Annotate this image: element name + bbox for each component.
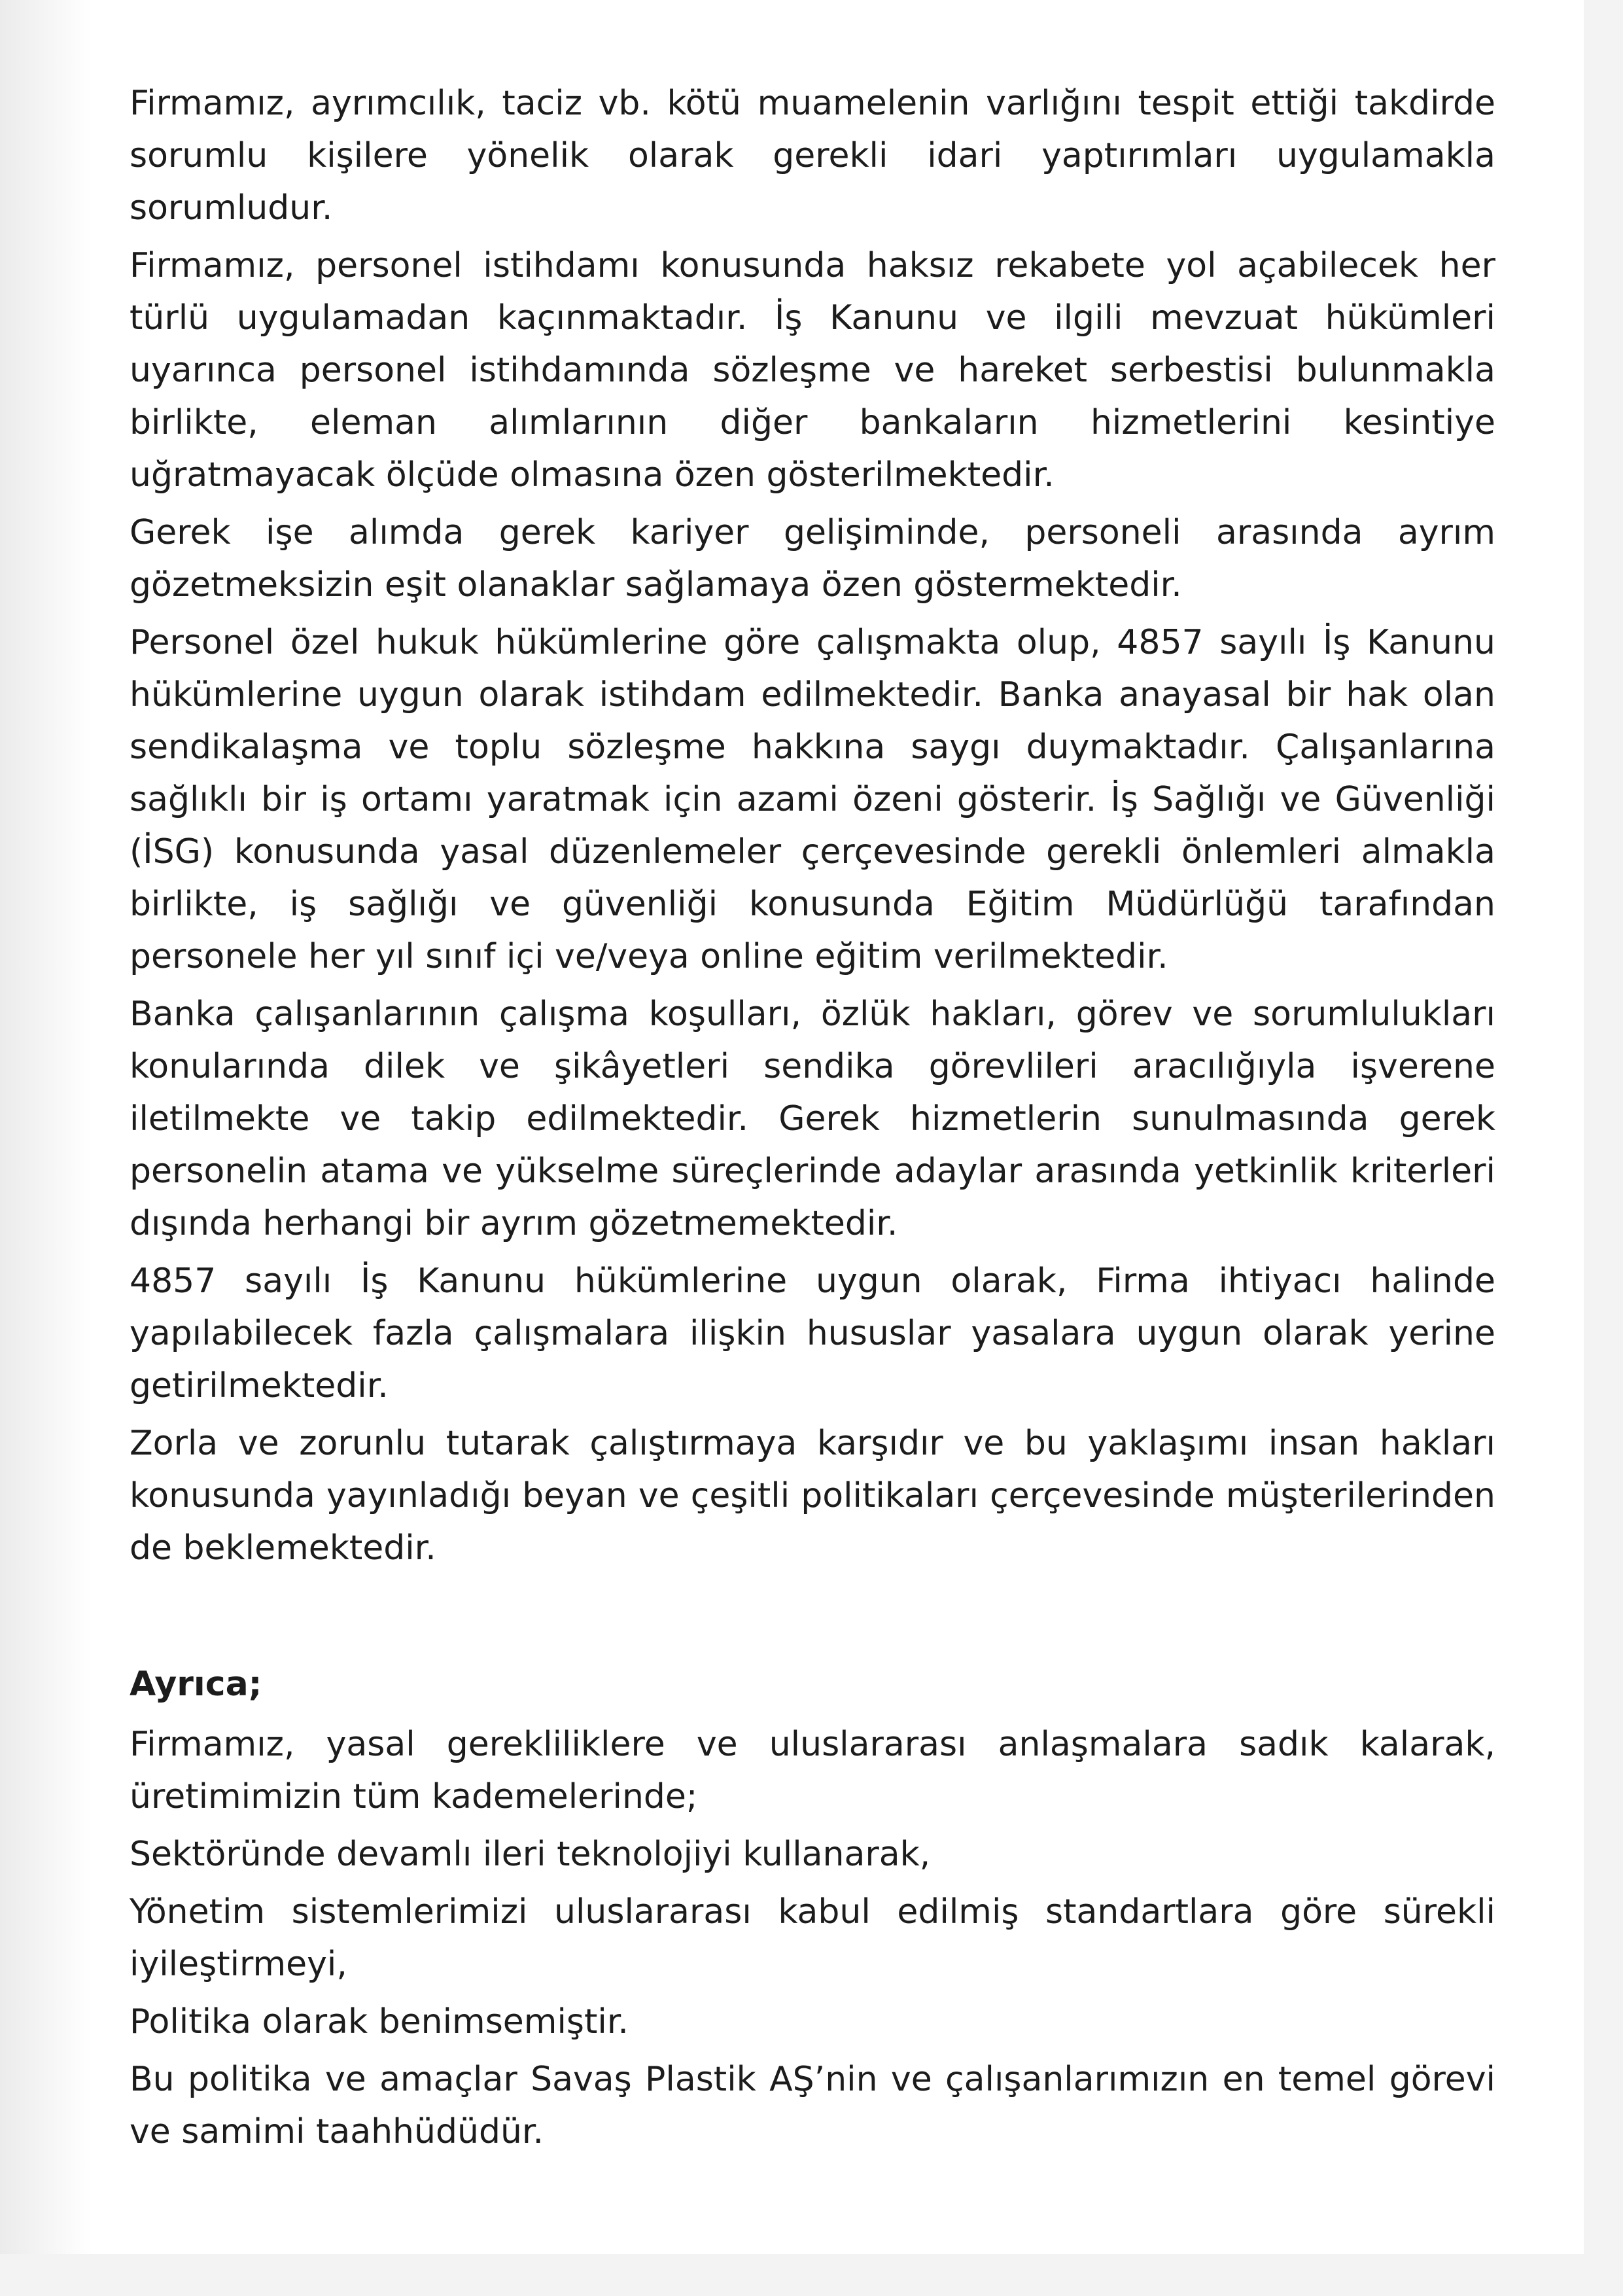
paragraph-equal-opportunity: Gerek işe alımda gerek kariyer gelişiminde, personeli arasında ayrım gözetmeksizin eşit olanaklar sağlamaya özen göstermektedir. (130, 513, 1495, 605)
document-body (130, 77, 1495, 2163)
paragraph-forced-labor: Zorla ve zorunlu tutarak çalıştırmaya karşıdır ve bu yaklaşımı insan hakları konusunda yayınladığı beyan ve çeşitli politikaları çerçevesinde müşterilerinden de beklemektedir. (130, 1424, 1495, 1568)
page-margin-bottom (0, 2254, 1623, 2296)
paragraph-unfair-competition: Firmamız, personel istihdamı konusunda haksız rekabete yol açabilecek her türlü uygulamadan kaçınmaktadır. İş Kanunu ve ilgili mevzuat hükümleri uyarınca personel istihdamında sözleşme ve hareket serbestisi bulunmakla birlikte, eleman alımlarının diğer bankaların hizmetlerini kesintiye uğratmayacak ölçüde olmasına özen gösterilmektedir. (130, 246, 1495, 495)
page-edge-shadow (0, 0, 92, 2296)
paragraph-employee-complaints: Banka çalışanlarının çalışma koşulları, özlük hakları, görev ve sorumlulukları konularında dilek ve şikâyetleri sendika görevlileri aracılığıyla işverene iletilmekte ve takip edilmektedir. Gerek hizmetlerin sunulmasında gerek personelin atama ve yükselme süreçlerinde adaylar arasında yetkinlik kriterleri dışında herhangi bir ayrım gözetmemektedir. (130, 995, 1495, 1243)
paragraph-commitment: Bu politika ve amaçlar Savaş Plastik AŞ’nin ve çalışanlarımızın en temel görevi ve samimi taahhüdüdür. (130, 2060, 1495, 2151)
paragraph-technology: Sektöründe devamlı ileri teknolojiyi kullanarak, (130, 1835, 931, 1874)
page-margin-right (1584, 0, 1623, 2296)
paragraph-labor-law-safety: Personel özel hukuk hükümlerine göre çalışmakta olup, 4857 sayılı İş Kanunu hükümlerine uygun olarak istihdam edilmektedir. Banka anayasal bir hak olan sendikalaşma ve toplu sözleşme hakkına saygı duymaktadır. Çalışanlarına sağlıklı bir iş ortamı yaratmak için azami özeni gösterir. İş Sağlığı ve Güvenliği (İSG) konusunda yasal düzenlemeler çerçevesinde gerekli önlemleri almakla birlikte, iş sağlığı ve güvenliği konusunda Eğitim Müdürlüğü tarafından personele her yıl sınıf içi ve/veya online eğitim verilmektedir. (130, 623, 1495, 976)
paragraph-legal-commitment: Firmamız, yasal gerekliliklere ve uluslararası anlaşmalara sadık kalarak, üretimimizin tüm kademelerinde; (130, 1725, 1495, 1816)
paragraph-discrimination-sanctions: Firmamız, ayrımcılık, taciz vb. kötü muamelenin varlığını tespit ettiği takdirde sorumlu kişilere yönelik olarak gerekli idari yaptırımları uygulamakla sorumludur. (130, 84, 1495, 228)
section-title: Ayrıca; (130, 1665, 262, 1704)
paragraph-management-systems: Yönetim sistemlerimizi uluslararası kabul edilmiş standartlara göre sürekli iyileştirmeyi, (130, 1892, 1495, 1984)
paragraph-policy-adopted: Politika olarak benimsemiştir. (130, 2002, 629, 2041)
paragraph-overtime: 4857 sayılı İş Kanunu hükümlerine uygun olarak, Firma ihtiyacı halinde yapılabilecek fazla çalışmalara ilişkin hususlar yasalara uygun olarak yerine getirilmektedir. (130, 1262, 1495, 1405)
